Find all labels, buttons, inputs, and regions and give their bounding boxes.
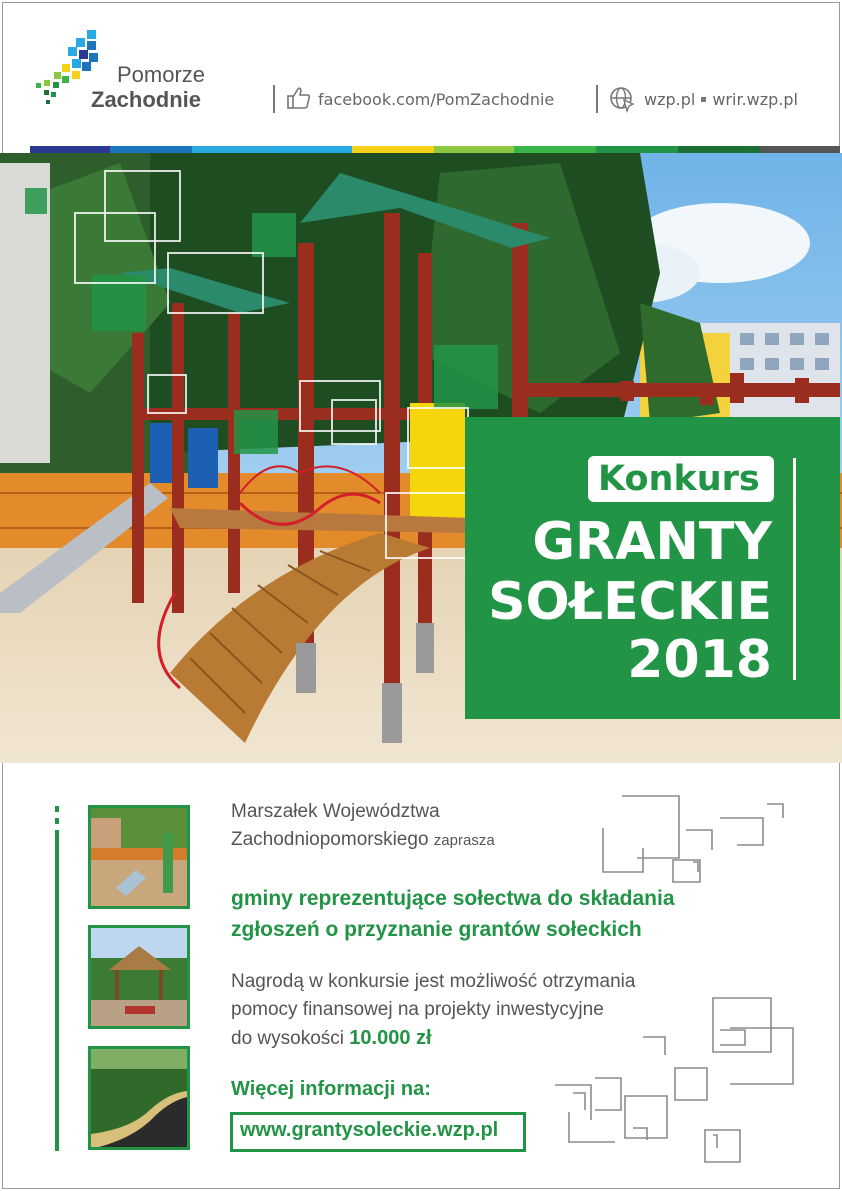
brand-line-1: Pomorze (117, 62, 206, 87)
prize-line-2: pomocy finansowej na projekty inwestycyjne (231, 999, 604, 1020)
konkurs-label: Konkurs (598, 459, 760, 499)
color-stripe-segment (30, 146, 110, 153)
title-divider-line (793, 458, 796, 680)
thumbnail-path (88, 1046, 190, 1150)
thumbs-up-icon (286, 85, 312, 111)
prize-line-1: Nagrodą w konkursie jest możliwość otrzymania (231, 971, 636, 992)
website-links (644, 90, 798, 109)
inviter-text (231, 798, 495, 855)
prize-line-3-text: do wysokości (231, 1028, 344, 1049)
thumbnail-outdoor-gym (88, 805, 190, 909)
inviter-line-1: Marszałek Województwa (231, 801, 440, 822)
color-stripe-segment (678, 146, 760, 153)
inviter-line-2-main: Zachodniopomorskiego (231, 829, 429, 850)
title-line-1: GRANTY (532, 512, 772, 572)
color-stripe-segment (352, 146, 434, 153)
title-year: 2018 (627, 630, 772, 690)
title-line-2: SOŁECKIE (488, 572, 772, 632)
globe-cursor-icon (608, 85, 636, 113)
color-stripe-segment (274, 146, 352, 153)
color-stripe-segment (596, 146, 678, 153)
thumbnail-gazebo (88, 925, 190, 1029)
site-link-wzp[interactable]: wzp.pl (644, 90, 696, 109)
header-divider (273, 85, 275, 113)
facebook-link[interactable]: facebook.com/PomZachodnie (318, 90, 555, 109)
site-link-wrir[interactable]: wrir.wzp.pl (712, 90, 798, 109)
color-stripe-segment (192, 146, 274, 153)
headline-line-1: gminy reprezentujące sołectwa do składania (231, 887, 675, 910)
side-accent-line (55, 806, 59, 1151)
decorative-outline-squares (555, 790, 815, 1170)
brand-line-2: Zachodnie (91, 87, 202, 112)
more-info-label: Więcej informacji na: (231, 1078, 431, 1100)
bullet-dot (701, 97, 706, 102)
color-stripe-segment (434, 146, 514, 153)
color-stripe-segment (514, 146, 596, 153)
color-stripe-segment (760, 146, 840, 153)
inviter-suffix: zaprasza (433, 832, 495, 849)
header-divider (596, 85, 598, 113)
website-url-link[interactable]: www.grantysoleckie.wzp.pl (240, 1119, 499, 1141)
prize-amount: 10.000 zł (349, 1027, 432, 1049)
inviter-line-2 (231, 826, 495, 855)
headline-line-2: zgłoszeń o przyznanie grantów sołeckich (231, 918, 642, 941)
color-stripe-segment (110, 146, 192, 153)
